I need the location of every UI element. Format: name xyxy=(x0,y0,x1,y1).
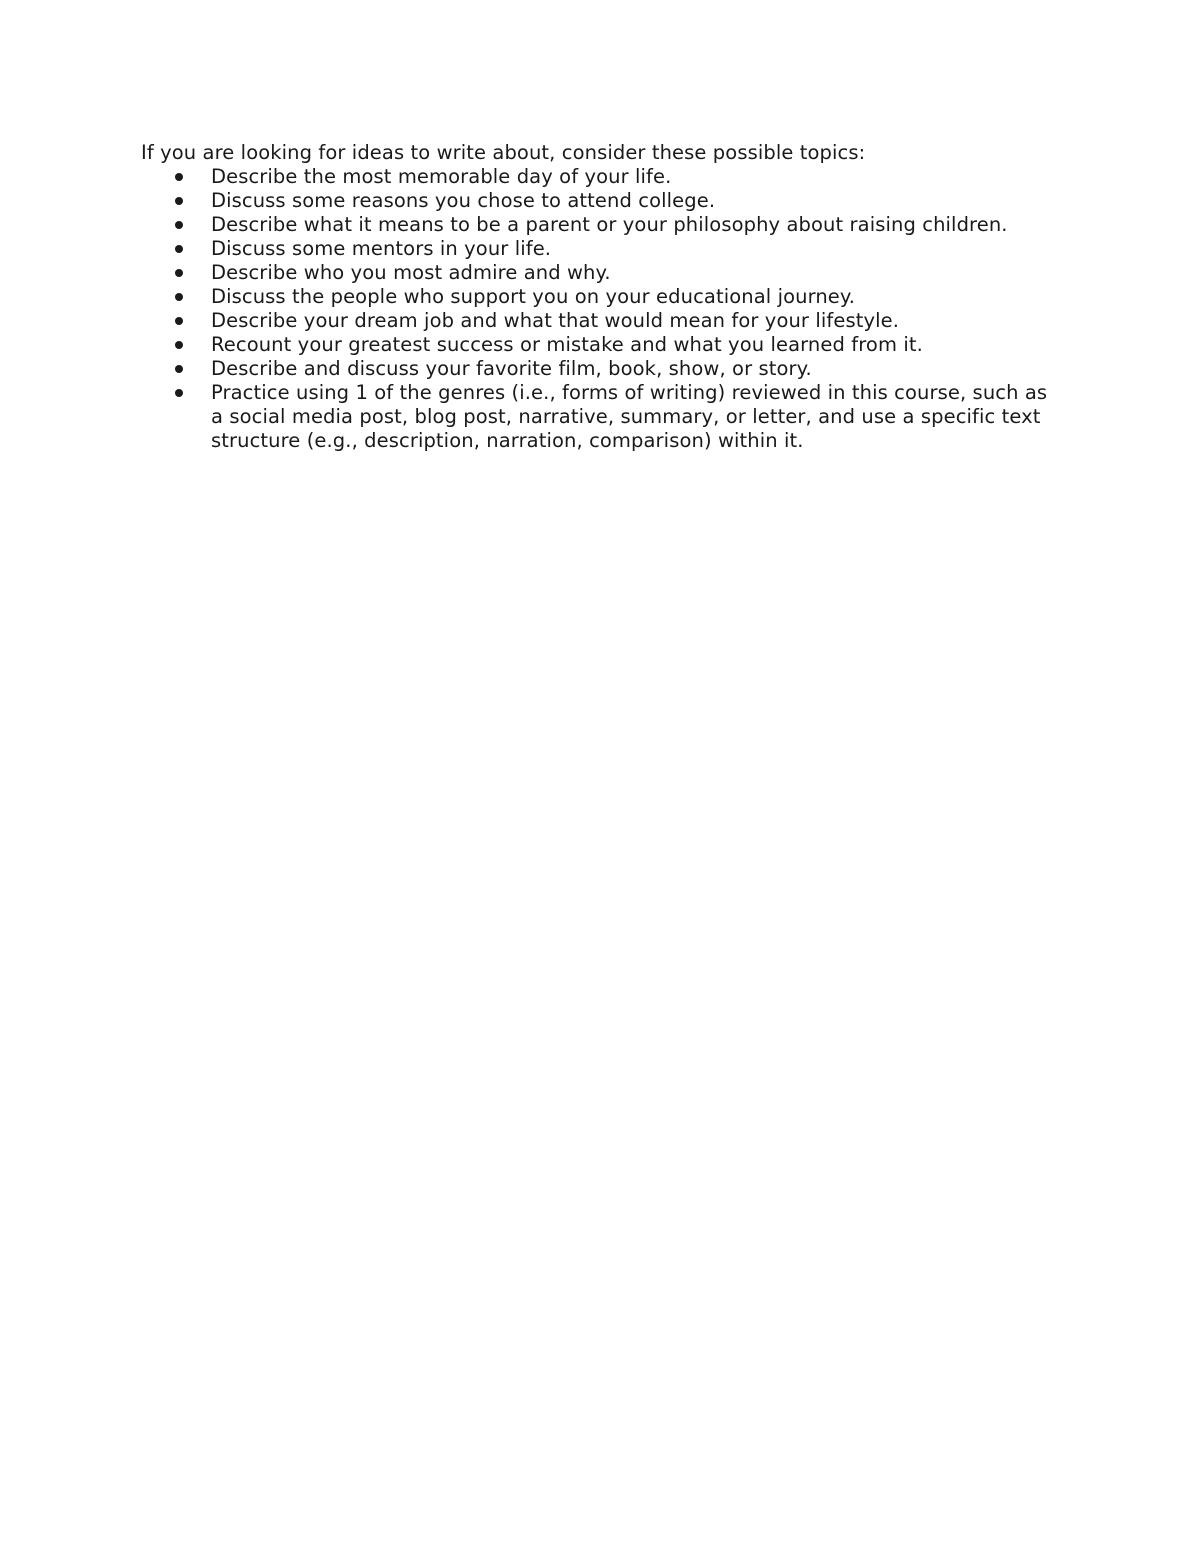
bullet-icon xyxy=(175,173,183,181)
intro-text: If you are looking for ideas to write about, consider these possible topics: xyxy=(141,141,866,164)
document-body xyxy=(141,141,1071,453)
bullet-icon xyxy=(175,317,183,325)
bullet-icon xyxy=(175,221,183,229)
list-item xyxy=(141,333,1071,357)
bullet-icon xyxy=(175,365,183,373)
topic-text: Describe and discuss your favorite film, book, show, or story. xyxy=(211,357,812,380)
list-item xyxy=(141,285,1071,309)
topic-text: Discuss the people who support you on your educational journey. xyxy=(211,285,856,308)
topic-text: Describe what it means to be a parent or your philosophy about raising children. xyxy=(211,213,1008,236)
list-item xyxy=(141,237,1071,261)
topic-text: Discuss some reasons you chose to attend college. xyxy=(211,189,716,212)
topic-text: Describe the most memorable day of your life. xyxy=(211,165,672,188)
topic-list xyxy=(141,165,1071,453)
list-item xyxy=(141,309,1071,333)
bullet-icon xyxy=(175,341,183,349)
bullet-icon xyxy=(175,245,183,253)
bullet-icon xyxy=(175,269,183,277)
list-item xyxy=(141,213,1071,237)
list-item xyxy=(141,381,1071,453)
topic-text: Discuss some mentors in your life. xyxy=(211,237,552,260)
list-item xyxy=(141,165,1071,189)
topic-text: Describe your dream job and what that would mean for your lifestyle. xyxy=(211,309,900,332)
list-item xyxy=(141,189,1071,213)
bullet-icon xyxy=(175,389,183,397)
list-item xyxy=(141,261,1071,285)
bullet-icon xyxy=(175,197,183,205)
topic-text: Recount your greatest success or mistake and what you learned from it. xyxy=(211,333,923,356)
topic-text: Describe who you most admire and why. xyxy=(211,261,611,284)
topic-text: Practice using 1 of the genres (i.e., forms of writing) reviewed in this course, such as a social media post, blog post, narrative, summary, or letter, and use a specific text structure (e.g., description, narration, comparison) within it. xyxy=(211,381,1048,452)
bullet-icon xyxy=(175,293,183,301)
list-item xyxy=(141,357,1071,381)
